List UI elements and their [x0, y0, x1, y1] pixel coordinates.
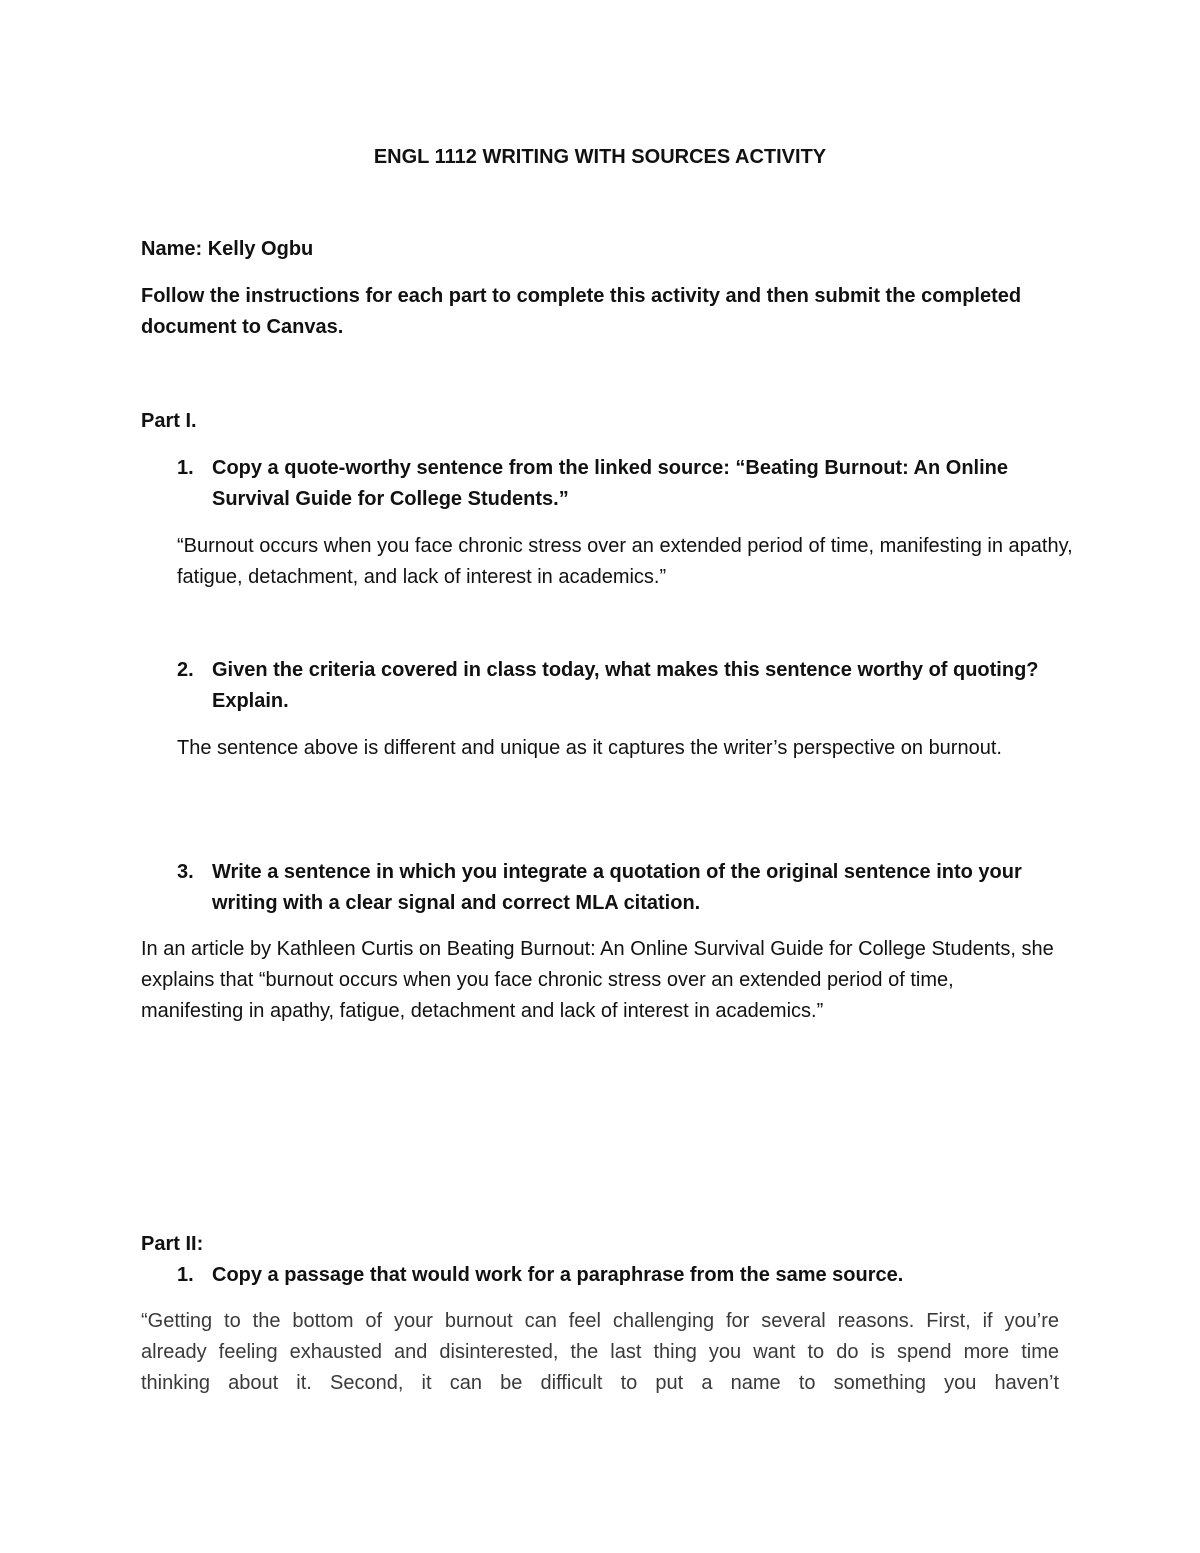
answer-line-2: already feeling exhausted and disinterested, the last thing you want to do is spend more time — [141, 1341, 1059, 1363]
part1-item1-answer: “Burnout occurs when you face chronic stress over an extended period of time, manifesting in apathy, fatigue, detachment, and lack of interest in academics.” — [177, 535, 1073, 588]
prompt-text: Copy a quote-worthy sentence from the linked source: “Beating Burnout: An Online Survival Guide for College Students.” — [212, 457, 1008, 510]
part2-item1-prompt — [177, 1260, 1077, 1291]
prompt-text: Given the criteria covered in class today, what makes this sentence worthy of quoting? Explain. — [212, 659, 1039, 712]
list-number: 2. — [177, 659, 194, 681]
list-number: 3. — [177, 861, 194, 883]
part1-item2-answer: The sentence above is different and unique as it captures the writer’s perspective on burnout. — [177, 737, 1002, 759]
list-number: 1. — [177, 1264, 194, 1286]
name-line: Name: Kelly Ogbu — [141, 238, 314, 260]
document-title: ENGL 1112 WRITING WITH SOURCES ACTIVITY — [373, 146, 827, 168]
part2-item1-answer — [141, 1306, 1059, 1399]
list-number: 1. — [177, 457, 194, 479]
prompt-text: Copy a passage that would work for a paraphrase from the same source. — [212, 1264, 904, 1286]
instructions-text: Follow the instructions for each part to complete this activity and then submit the completed document to Canvas. — [141, 285, 1022, 338]
part2-heading: Part II: — [141, 1233, 204, 1255]
part1-item3-prompt — [177, 857, 1077, 919]
answer-line-1: “Getting to the bottom of your burnout can feel challenging for several reasons. First, if you’re — [141, 1310, 1059, 1332]
prompt-text: Write a sentence in which you integrate a quotation of the original sentence into your writing with a clear signal and correct MLA citation. — [212, 861, 1022, 914]
part1-item2-prompt — [177, 655, 1077, 717]
answer-line-3: thinking about it. Second, it can be difficult to put a name to something you haven’t — [141, 1372, 1059, 1394]
part1-heading: Part I. — [141, 410, 197, 432]
part1-item1-prompt — [177, 453, 1077, 515]
part1-item3-answer: In an article by Kathleen Curtis on Beating Burnout: An Online Survival Guide for College Students, she explains that “burnout occurs when you face chronic stress over an extended period of time, manifesting in apathy, fatigue, detachment and lack of interest in academics.” — [141, 938, 1054, 1022]
